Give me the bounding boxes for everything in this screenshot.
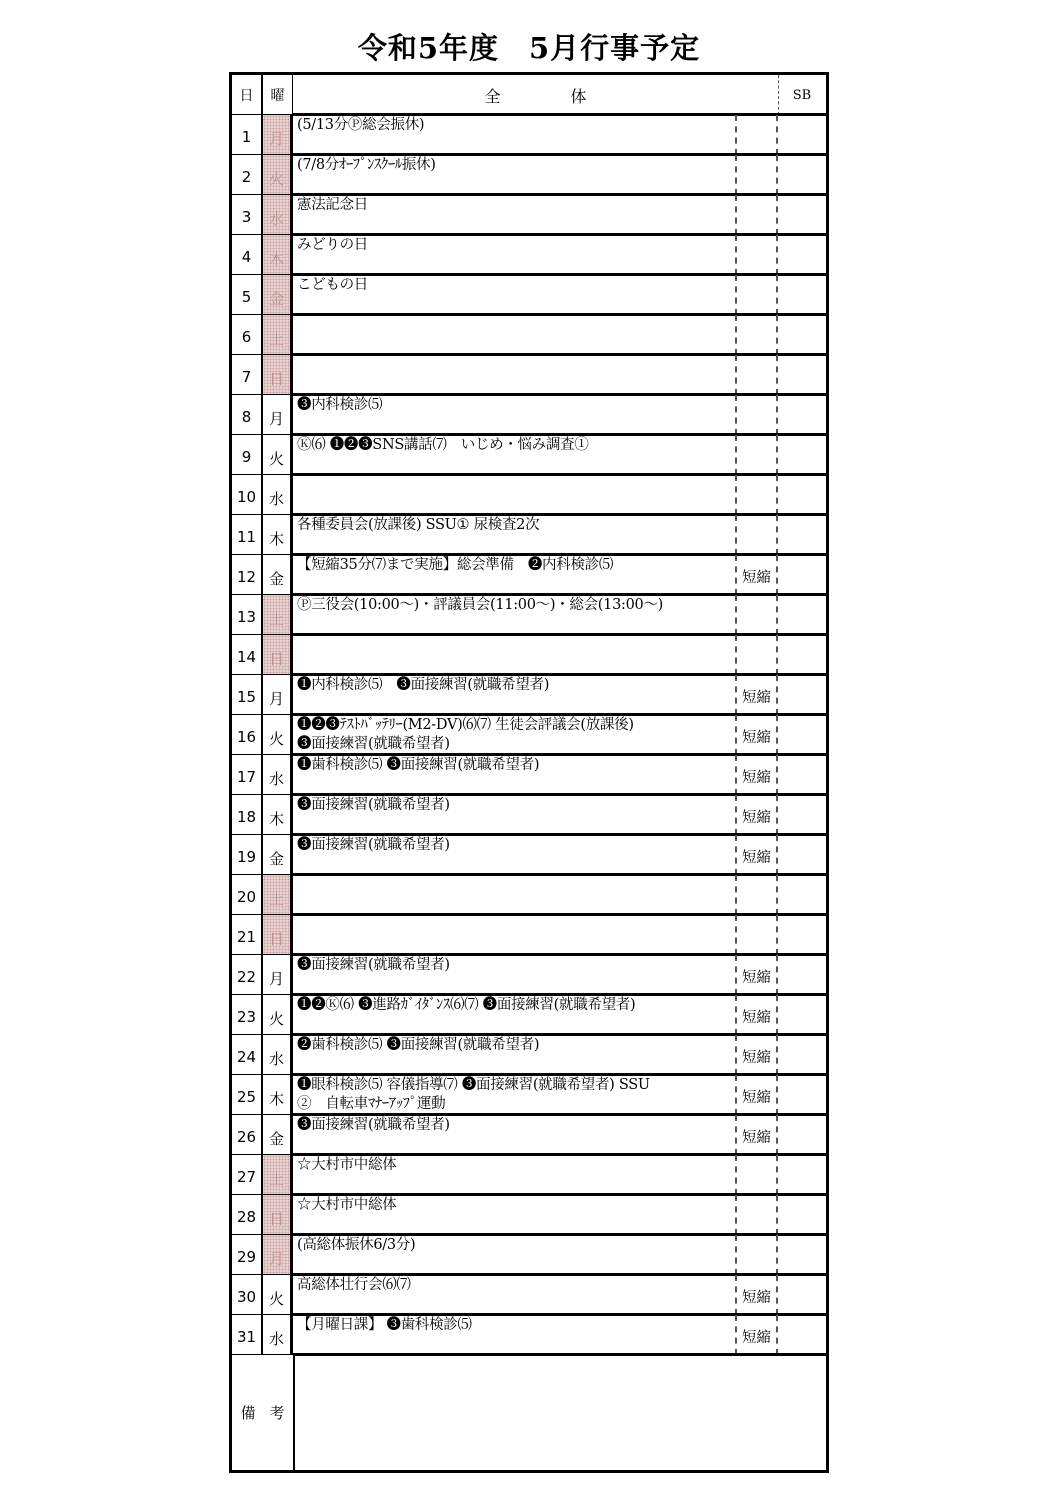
table-row	[232, 715, 826, 755]
day-cell: 21	[232, 915, 263, 955]
note-cell: 短縮	[735, 835, 778, 875]
day-cell: 11	[232, 515, 263, 555]
weekday-cell: 木	[263, 1075, 293, 1115]
events-cell	[293, 275, 735, 315]
table-row	[232, 635, 826, 675]
sb-cell	[778, 1155, 826, 1195]
day-cell: 13	[232, 595, 263, 635]
events-cell	[293, 1195, 735, 1235]
event-text: 憲法記念日	[297, 197, 368, 213]
weekday-cell: 月	[263, 395, 293, 435]
table-row	[232, 955, 826, 995]
events-cell	[293, 195, 735, 235]
events-cell	[293, 1155, 735, 1195]
event-text: ❸面接練習(就職希望者)	[297, 957, 450, 973]
table-row	[232, 235, 826, 275]
sb-cell	[778, 1035, 826, 1075]
day-cell: 4	[232, 235, 263, 275]
table-row	[232, 155, 826, 195]
table-header	[232, 75, 826, 115]
note-cell	[735, 395, 778, 435]
note-cell	[735, 1155, 778, 1195]
events-cell	[293, 915, 735, 955]
day-cell: 27	[232, 1155, 263, 1195]
table-row	[232, 595, 826, 635]
table-row	[232, 555, 826, 595]
table-row	[232, 515, 826, 555]
table-row	[232, 795, 826, 835]
weekday-cell: 日	[263, 915, 293, 955]
note-cell	[735, 1195, 778, 1235]
table-row	[232, 755, 826, 795]
day-cell: 30	[232, 1275, 263, 1315]
table-row	[232, 995, 826, 1035]
weekday-cell: 木	[263, 515, 293, 555]
events-cell	[293, 315, 735, 355]
events-cell	[293, 715, 735, 755]
remarks-label	[232, 1355, 295, 1470]
sb-cell	[778, 875, 826, 915]
note-cell	[735, 595, 778, 635]
weekday-cell: 木	[263, 235, 293, 275]
day-cell: 26	[232, 1115, 263, 1155]
day-cell: 5	[232, 275, 263, 315]
event-text: ☆大村市中総体	[297, 1157, 397, 1173]
event-text: ❸面接練習(就職希望者)	[297, 1117, 450, 1133]
weekday-cell: 火	[263, 155, 293, 195]
events-cell	[293, 355, 735, 395]
day-cell: 8	[232, 395, 263, 435]
remarks-section	[232, 1355, 826, 1470]
weekday-cell: 木	[263, 795, 293, 835]
table-row	[232, 835, 826, 875]
day-cell: 28	[232, 1195, 263, 1235]
sb-cell	[778, 1315, 826, 1355]
note-cell	[735, 1235, 778, 1275]
weekday-cell: 日	[263, 635, 293, 675]
day-cell: 14	[232, 635, 263, 675]
note-cell	[735, 115, 778, 155]
events-cell	[293, 1275, 735, 1315]
events-cell	[293, 955, 735, 995]
note-cell	[735, 315, 778, 355]
events-cell	[293, 395, 735, 435]
event-text: 【短縮35分⑺まで実施】総会準備 ❷内科検診⑸	[297, 557, 614, 573]
sb-cell	[778, 315, 826, 355]
event-text: ❷歯科検診⑸ ❸面接練習(就職希望者)	[297, 1037, 540, 1053]
events-cell	[293, 555, 735, 595]
day-cell: 31	[232, 1315, 263, 1355]
remarks-label-char-1: 備	[240, 1404, 256, 1422]
table-row	[232, 395, 826, 435]
weekday-cell: 水	[263, 195, 293, 235]
weekday-cell: 土	[263, 875, 293, 915]
table-row	[232, 875, 826, 915]
table-row	[232, 275, 826, 315]
header-all-char-1: 全	[484, 86, 501, 106]
day-cell: 2	[232, 155, 263, 195]
events-cell	[293, 515, 735, 555]
event-text-line-2: ② 自転車ﾏﾅｰｱｯﾌﾟ運動	[297, 1096, 446, 1112]
table-row	[232, 1155, 826, 1195]
event-text: (高総体振休6/3分)	[297, 1237, 416, 1253]
header-weekday: 曜	[263, 75, 293, 115]
note-cell	[735, 635, 778, 675]
note-cell: 短縮	[735, 955, 778, 995]
note-cell	[735, 355, 778, 395]
sb-cell	[778, 955, 826, 995]
events-cell	[293, 595, 735, 635]
page-title: 令和5年度 5月行事予定	[357, 31, 701, 65]
weekday-cell: 月	[263, 955, 293, 995]
note-cell	[735, 195, 778, 235]
table-row	[232, 115, 826, 155]
note-cell: 短縮	[735, 795, 778, 835]
note-cell: 短縮	[735, 555, 778, 595]
weekday-cell: 土	[263, 1155, 293, 1195]
weekday-cell: 金	[263, 555, 293, 595]
table-row	[232, 1235, 826, 1275]
day-cell: 18	[232, 795, 263, 835]
event-text: ❶眼科検診⑸ 容儀指導⑺ ❸面接練習(就職希望者) SSU	[297, 1077, 650, 1093]
weekday-cell: 火	[263, 1275, 293, 1315]
weekday-cell: 日	[263, 355, 293, 395]
sb-cell	[778, 355, 826, 395]
table-row	[232, 195, 826, 235]
event-text: 高総体壮行会⑹⑺	[297, 1277, 411, 1293]
event-text: ❶歯科検診⑸ ❸面接練習(就職希望者)	[297, 757, 540, 773]
sb-cell	[778, 475, 826, 515]
table-row	[232, 1275, 826, 1315]
note-cell	[735, 915, 778, 955]
day-cell: 20	[232, 875, 263, 915]
sb-cell	[778, 395, 826, 435]
note-cell: 短縮	[735, 1035, 778, 1075]
sb-cell	[778, 1195, 826, 1235]
event-text: 各種委員会(放課後) SSU① 尿検査2次	[297, 517, 540, 533]
events-cell	[293, 235, 735, 275]
sb-cell	[778, 555, 826, 595]
event-text: 【月曜日課】 ❸歯科検診⑸	[297, 1317, 472, 1333]
event-text: Ⓟ三役会(10:00～)・評議員会(11:00～)・総会(13:00～)	[297, 597, 664, 613]
table-row	[232, 1115, 826, 1155]
events-cell	[293, 835, 735, 875]
sb-cell	[778, 195, 826, 235]
weekday-cell: 土	[263, 595, 293, 635]
sb-cell	[778, 1275, 826, 1315]
sb-cell	[778, 915, 826, 955]
sb-cell	[778, 435, 826, 475]
table-row	[232, 315, 826, 355]
day-cell: 22	[232, 955, 263, 995]
events-cell	[293, 755, 735, 795]
table-row	[232, 355, 826, 395]
weekday-cell: 月	[263, 1235, 293, 1275]
events-cell	[293, 1115, 735, 1155]
weekday-cell: 金	[263, 1115, 293, 1155]
sb-cell	[778, 595, 826, 635]
event-text: ❸面接練習(就職希望者)	[297, 797, 450, 813]
events-cell	[293, 875, 735, 915]
header-all-char-2: 体	[570, 86, 587, 106]
sb-cell	[778, 515, 826, 555]
note-cell	[735, 235, 778, 275]
weekday-cell: 水	[263, 755, 293, 795]
day-cell: 16	[232, 715, 263, 755]
remarks-label-char-2: 考	[269, 1404, 285, 1422]
schedule-table	[229, 72, 829, 1473]
note-cell: 短縮	[735, 715, 778, 755]
day-cell: 29	[232, 1235, 263, 1275]
day-cell: 3	[232, 195, 263, 235]
sb-cell	[778, 1115, 826, 1155]
sb-cell	[778, 115, 826, 155]
note-cell: 短縮	[735, 1075, 778, 1115]
table-row	[232, 1315, 826, 1355]
table-row	[232, 1075, 826, 1115]
event-text: (7/8分ｵｰﾌﾟﾝｽｸｰﾙ振休)	[297, 157, 436, 173]
event-text: (5/13分Ⓟ総会振休)	[297, 117, 425, 133]
event-text: ❸面接練習(就職希望者)	[297, 837, 450, 853]
sb-cell	[778, 635, 826, 675]
events-cell	[293, 1035, 735, 1075]
events-cell	[293, 475, 735, 515]
weekday-cell: 日	[263, 1195, 293, 1235]
day-cell: 10	[232, 475, 263, 515]
events-cell	[293, 995, 735, 1035]
weekday-cell: 金	[263, 275, 293, 315]
weekday-cell: 火	[263, 435, 293, 475]
event-text: ❶❷Ⓚ⑹ ❸進路ｶﾞｲﾀﾞﾝｽ⑹⑺ ❸面接練習(就職希望者)	[297, 997, 636, 1013]
sb-cell	[778, 675, 826, 715]
sb-cell	[778, 1235, 826, 1275]
weekday-cell: 火	[263, 995, 293, 1035]
events-cell	[293, 635, 735, 675]
day-cell: 15	[232, 675, 263, 715]
table-row	[232, 1035, 826, 1075]
event-text: ❸内科検診⑸	[297, 397, 383, 413]
events-cell	[293, 115, 735, 155]
sb-cell	[778, 755, 826, 795]
events-cell	[293, 1315, 735, 1355]
note-cell: 短縮	[735, 995, 778, 1035]
sb-cell	[778, 155, 826, 195]
table-row	[232, 475, 826, 515]
day-cell: 25	[232, 1075, 263, 1115]
sb-cell	[778, 1075, 826, 1115]
event-text: ❶❷❸ﾃｽﾄﾊﾞｯﾃﾘｰ(M2-DV)⑹⑺ 生徒会評議会(放課後)	[297, 717, 634, 733]
note-cell	[735, 275, 778, 315]
note-cell	[735, 875, 778, 915]
header-sb: SB	[792, 87, 812, 103]
note-cell: 短縮	[735, 1275, 778, 1315]
events-cell	[293, 1235, 735, 1275]
sb-cell	[778, 995, 826, 1035]
weekday-cell: 水	[263, 1035, 293, 1075]
note-cell: 短縮	[735, 1115, 778, 1155]
table-row	[232, 675, 826, 715]
table-row	[232, 1195, 826, 1235]
note-cell	[735, 435, 778, 475]
day-cell: 7	[232, 355, 263, 395]
day-cell: 17	[232, 755, 263, 795]
day-cell: 12	[232, 555, 263, 595]
header-day: 日	[232, 75, 263, 115]
sb-cell	[778, 795, 826, 835]
events-cell	[293, 795, 735, 835]
note-cell	[735, 475, 778, 515]
note-cell: 短縮	[735, 1315, 778, 1355]
events-cell	[293, 675, 735, 715]
header-all	[293, 75, 779, 115]
event-text: Ⓚ⑹ ❶❷❸SNS講話⑺ いじめ・悩み調査①	[297, 437, 589, 453]
note-cell: 短縮	[735, 675, 778, 715]
weekday-cell: 水	[263, 1315, 293, 1355]
day-cell: 6	[232, 315, 263, 355]
day-cell: 19	[232, 835, 263, 875]
sb-cell	[778, 835, 826, 875]
events-cell	[293, 435, 735, 475]
weekday-cell: 月	[263, 115, 293, 155]
weekday-cell: 水	[263, 475, 293, 515]
table-row	[232, 915, 826, 955]
sb-cell	[778, 235, 826, 275]
weekday-cell: 土	[263, 315, 293, 355]
table-row	[232, 435, 826, 475]
event-text: こどもの日	[297, 277, 368, 293]
day-cell: 24	[232, 1035, 263, 1075]
event-text: ❶内科検診⑸ ❸面接練習(就職希望者)	[297, 677, 550, 693]
events-cell	[293, 1075, 735, 1115]
note-cell	[735, 515, 778, 555]
weekday-cell: 月	[263, 675, 293, 715]
events-cell	[293, 155, 735, 195]
day-cell: 23	[232, 995, 263, 1035]
sb-cell	[778, 715, 826, 755]
day-cell: 1	[232, 115, 263, 155]
day-cell: 9	[232, 435, 263, 475]
event-text: ☆大村市中総体	[297, 1197, 397, 1213]
note-cell: 短縮	[735, 755, 778, 795]
event-text: みどりの日	[297, 237, 368, 253]
weekday-cell: 火	[263, 715, 293, 755]
sb-cell	[778, 275, 826, 315]
note-cell	[735, 155, 778, 195]
weekday-cell: 金	[263, 835, 293, 875]
event-text-line-2: ❸面接練習(就職希望者)	[297, 736, 450, 752]
